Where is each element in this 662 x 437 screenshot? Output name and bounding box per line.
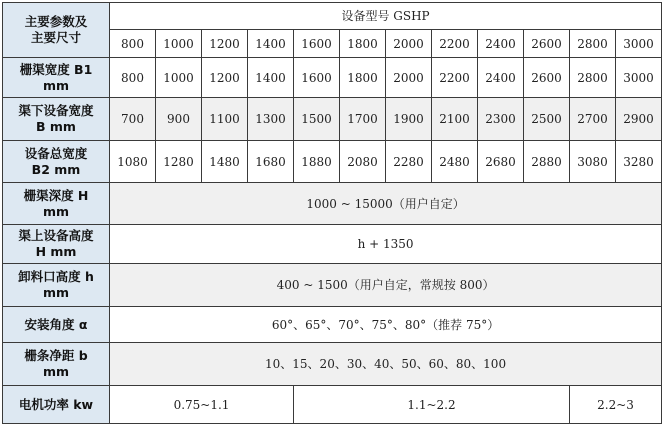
row-label [3, 98, 110, 141]
row-label-line2: mm [42, 285, 70, 300]
merged-value-cell: h + 1350 [110, 225, 662, 264]
table-cell: 2680 [478, 141, 524, 183]
table-cell: 1800 [340, 58, 386, 98]
table-cell: 1300 [248, 98, 294, 141]
row-label-line1: 安装角度 α [24, 316, 88, 332]
table-cell: 2880 [524, 141, 570, 183]
row-label-line1: 栅渠宽度 B1 [19, 61, 93, 77]
corner-header-line2: 主要尺寸 [30, 30, 81, 45]
table-cell: 2000 [386, 58, 432, 98]
table-cell: 2480 [432, 141, 478, 183]
row-label-line2: B2 mm [31, 161, 81, 177]
table-cell: 1900 [386, 98, 432, 141]
table-cell: 1600 [294, 58, 340, 98]
table-row [3, 58, 662, 98]
model-label: 设备型号 GSHP [110, 3, 662, 30]
merged-value-cell: 60°、65°、70°、75°、80°（推荐 75°） [110, 307, 662, 343]
row-label-line1: 栅条净距 b [24, 348, 88, 363]
merged-value-cell: 400 ~ 1500（用户自定，常规按 800） [110, 264, 662, 307]
table-cell: 1080 [110, 141, 156, 183]
table-cell: 1100 [202, 98, 248, 141]
power-group-cell: 0.75~1.1 [110, 386, 294, 424]
power-group-cell: 2.2~3 [570, 386, 662, 424]
table-cell: 700 [110, 98, 156, 141]
merged-value-cell: 10、15、20、30、40、50、60、80、100 [110, 343, 662, 386]
table-cell: 2900 [616, 98, 662, 141]
table-row [3, 307, 662, 343]
model-cell: 2200 [432, 30, 478, 58]
model-cell: 1000 [156, 30, 202, 58]
row-label-line2: mm [42, 203, 70, 219]
table-cell: 2700 [570, 98, 616, 141]
model-cell: 1200 [202, 30, 248, 58]
table-cell: 1880 [294, 141, 340, 183]
table-cell: 1280 [156, 141, 202, 183]
table-cell: 1480 [202, 141, 248, 183]
model-cell: 800 [110, 30, 156, 58]
corner-header-cell [3, 3, 110, 58]
table-cell: 900 [156, 98, 202, 141]
model-cell: 2600 [524, 30, 570, 58]
corner-header-line1: 主要参数及 [24, 14, 88, 29]
row-label-line1: 渠上设备高度 [18, 228, 94, 243]
table-cell: 2600 [524, 58, 570, 98]
table-cell: 1680 [248, 141, 294, 183]
table-cell: 2300 [478, 98, 524, 141]
row-label-line2: mm [42, 364, 70, 379]
row-label-line1: 栅渠深度 H [23, 187, 89, 203]
table-cell: 2080 [340, 141, 386, 183]
model-cell: 1800 [340, 30, 386, 58]
row-label [3, 141, 110, 183]
table-row [3, 141, 662, 183]
table-cell: 1000 [156, 58, 202, 98]
row-label-line2: mm [42, 77, 70, 93]
table-row [3, 386, 662, 424]
row-label [3, 58, 110, 98]
table-row [3, 98, 662, 141]
table-cell: 1500 [294, 98, 340, 141]
row-label-line1: 卸料口高度 h [18, 269, 94, 284]
header-row [3, 3, 662, 30]
model-cell: 2000 [386, 30, 432, 58]
table-cell: 2800 [570, 58, 616, 98]
table-cell: 3000 [616, 58, 662, 98]
model-cell: 2400 [478, 30, 524, 58]
parameters-table [2, 2, 662, 424]
model-cell: 3000 [616, 30, 662, 58]
table-cell: 2500 [524, 98, 570, 141]
row-label [3, 225, 110, 264]
table-row [3, 264, 662, 307]
table-cell: 3080 [570, 141, 616, 183]
row-label-line1: 渠下设备宽度 [18, 103, 94, 118]
row-label-line1: 设备总宽度 [24, 145, 88, 161]
model-cell: 1400 [248, 30, 294, 58]
table-cell: 2400 [478, 58, 524, 98]
power-group-cell: 1.1~2.2 [294, 386, 570, 424]
table-row [3, 225, 662, 264]
row-label [3, 307, 110, 343]
table-cell: 3280 [616, 141, 662, 183]
table-cell: 1700 [340, 98, 386, 141]
row-label-line2: B mm [36, 119, 76, 134]
table-cell: 1200 [202, 58, 248, 98]
model-cell: 1600 [294, 30, 340, 58]
merged-value-cell: 1000 ~ 15000（用户自定） [110, 183, 662, 225]
row-label-line2: H mm [35, 244, 77, 259]
table-cell: 2200 [432, 58, 478, 98]
table-cell: 2100 [432, 98, 478, 141]
model-cell: 2800 [570, 30, 616, 58]
table-cell: 1400 [248, 58, 294, 98]
table-cell: 2280 [386, 141, 432, 183]
row-label [3, 264, 110, 307]
table-row [3, 183, 662, 225]
table-cell: 800 [110, 58, 156, 98]
row-label [3, 343, 110, 386]
row-label [3, 183, 110, 225]
table-row [3, 343, 662, 386]
row-label: 电机功率 kw [3, 386, 110, 424]
